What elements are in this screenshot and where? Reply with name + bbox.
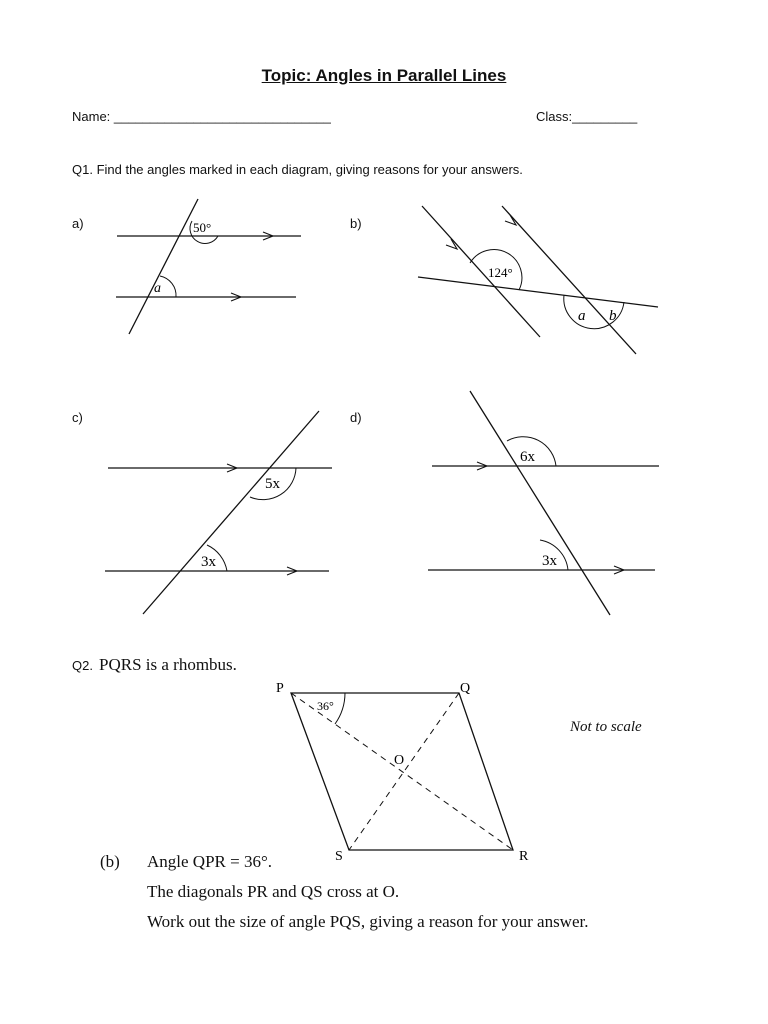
part-c-label: c) — [72, 410, 83, 425]
q2-statement: PQRS is a rhombus. — [99, 655, 237, 674]
angle-label-50: 50° — [193, 220, 212, 235]
vertex-r: R — [519, 849, 529, 864]
angle-label-a: a — [578, 308, 586, 324]
part-b-label: (b) — [100, 852, 120, 871]
angle-label-a: a — [154, 281, 161, 296]
worksheet-title: Topic: Angles in Parallel Lines — [261, 66, 507, 85]
angle-label-124: 124° — [488, 265, 513, 280]
angle-label-b: b — [609, 308, 617, 324]
part-d-label: d) — [350, 410, 362, 425]
angle-label-3x: 3x — [201, 554, 216, 570]
vertex-s: S — [335, 849, 343, 864]
part-b-label: b) — [350, 216, 362, 231]
name-field-label: Name: ______________________________ — [72, 109, 331, 124]
angle-arc-36 — [335, 693, 345, 724]
q2-line-2: The diagonals PR and QS cross at O. — [147, 882, 400, 901]
not-to-scale-note: Not to scale — [570, 719, 642, 735]
vertex-p: P — [276, 681, 284, 696]
diagonal-pr — [291, 693, 513, 850]
class-field-label: Class:_________ — [536, 109, 638, 124]
q2-number: Q2. — [72, 658, 93, 673]
angle-label-5x: 5x — [265, 476, 280, 492]
angle-label-6x: 6x — [520, 449, 535, 465]
q2-line-1: Angle QPR = 36°. — [147, 852, 273, 871]
centre-o: O — [394, 753, 405, 768]
q2-line-3: Work out the size of angle PQS, giving a reason for your answer. — [147, 912, 589, 931]
diagonal-qs — [349, 693, 459, 850]
vertex-q: Q — [460, 681, 471, 696]
angle-label-36: 36° — [317, 699, 334, 713]
part-a-label: a) — [72, 216, 84, 231]
q1-prompt: Q1. Find the angles marked in each diagram, giving reasons for your answers. — [72, 162, 523, 177]
angle-label-3x: 3x — [542, 553, 557, 569]
